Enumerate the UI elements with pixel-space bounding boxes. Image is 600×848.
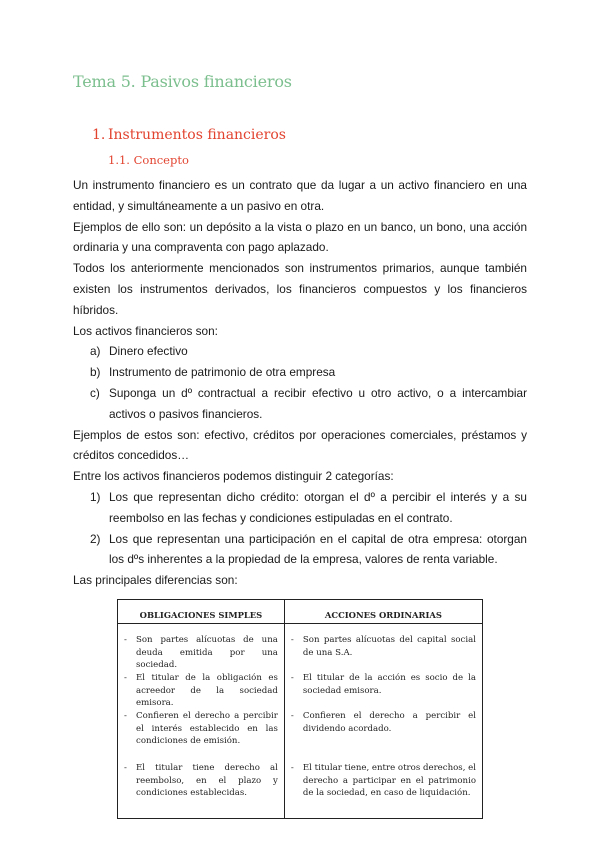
section-number: 1. xyxy=(92,127,106,143)
table-cell xyxy=(118,762,285,819)
cell-text: Confieren el derecho a percibir el dividendo acordado. xyxy=(302,711,476,734)
list-item xyxy=(73,487,527,529)
list-item xyxy=(73,383,527,425)
paragraph: Los activos financieros son: xyxy=(73,323,218,338)
cell-text: El titular tiene, entre otros derechos, el derecho a participar en el patrimonio de la sociedad, en caso de liquidación. xyxy=(302,763,476,799)
section-heading xyxy=(92,127,286,143)
table-cell xyxy=(284,762,482,819)
table-row xyxy=(118,762,483,819)
paragraph: Las principales diferencias son: xyxy=(73,573,238,588)
cell-text: Son partes alícuotas de una deuda emitida por una sociedad. xyxy=(136,635,278,671)
categories-list xyxy=(73,487,527,570)
paragraph: Un instrumento financiero es un contrato que da lugar a un activo financiero en una entidad, y simultáneamente a un pasivo en otra. xyxy=(73,178,527,213)
table-cell xyxy=(284,624,482,673)
list-item xyxy=(73,529,527,571)
dash-bullet: - xyxy=(290,711,294,722)
list-marker: 2) xyxy=(90,531,101,546)
cell-text: El titular tiene derecho al reembolso, en el plazo y condiciones establecidas. xyxy=(136,763,278,799)
column-header-obligaciones: OBLIGACIONES SIMPLES xyxy=(118,600,285,624)
column-header-acciones: ACCIONES ORDINARIAS xyxy=(284,600,482,624)
dash-bullet: - xyxy=(124,635,127,646)
list-marker: a) xyxy=(90,344,101,359)
dash-bullet: - xyxy=(124,711,127,722)
dash-bullet: - xyxy=(290,763,294,774)
table-row xyxy=(118,710,483,762)
cell-text: El titular de la obligación es acreedor de la sociedad emisora. xyxy=(136,673,278,709)
paragraph: Ejemplos de estos son: efectivo, créditos por operaciones comerciales, préstamos y créditos concedidos… xyxy=(73,427,527,463)
list-marker: 1) xyxy=(90,489,101,504)
financial-assets-list xyxy=(73,341,527,424)
table-header-row xyxy=(118,600,483,624)
dash-bullet: - xyxy=(290,635,294,646)
list-marker: b) xyxy=(90,365,101,380)
paragraph: Entre los activos financieros podemos distinguir 2 categorías: xyxy=(73,469,394,484)
list-item-text: Suponga un dº contractual a recibir efectivo u otro activo, o a intercambiar activos o pasivos financieros. xyxy=(109,385,527,421)
list-marker: c) xyxy=(90,385,100,400)
dash-bullet: - xyxy=(124,763,127,774)
differences-table xyxy=(117,599,483,819)
table-cell xyxy=(118,672,285,710)
table-cell xyxy=(118,624,285,673)
list-item xyxy=(73,341,527,362)
table-row xyxy=(118,672,483,710)
cell-text: Son partes alícuotas del capital social de una S.A. xyxy=(302,635,476,658)
section-title: Instrumentos financieros xyxy=(108,127,286,143)
paragraph: Ejemplos de ello son: un depósito a la vista o plazo en un banco, un bono, una acción ordinaria y una compraventa con pago aplazado. xyxy=(73,219,527,255)
list-item xyxy=(73,362,527,383)
cell-text: El titular de la acción es socio de la sociedad emisora. xyxy=(302,673,476,696)
subsection-heading: 1.1. Concepto xyxy=(108,153,189,167)
paragraph: Todos los anteriormente mencionados son instrumentos primarios, aunque también existen los instrumentos derivados, los financieros compuestos y los financieros híbridos. xyxy=(73,261,527,317)
table-row xyxy=(118,624,483,673)
cell-text: Confieren el derecho a percibir el interés establecido en las condiciones de emisión. xyxy=(136,711,278,747)
table-cell xyxy=(284,672,482,710)
list-item-text: Los que representan dicho crédito: otorgan el dº a percibir el interés y a su reembolso en las fechas y condiciones estipuladas en el contrato. xyxy=(109,489,527,525)
list-item-text: Los que representan una participación en el capital de otra empresa: otorgan los dºs inherentes a la propiedad de la empresa, valores de renta variable. xyxy=(109,531,527,567)
page-title: Tema 5. Pasivos financieros xyxy=(73,72,292,91)
list-item-text: Dinero efectivo xyxy=(109,344,188,359)
table-cell xyxy=(284,710,482,762)
dash-bullet: - xyxy=(124,673,127,684)
dash-bullet: - xyxy=(290,673,294,684)
table-cell xyxy=(118,710,285,762)
document-body xyxy=(73,175,527,591)
list-item-text: Instrumento de patrimonio de otra empresa xyxy=(109,365,336,380)
